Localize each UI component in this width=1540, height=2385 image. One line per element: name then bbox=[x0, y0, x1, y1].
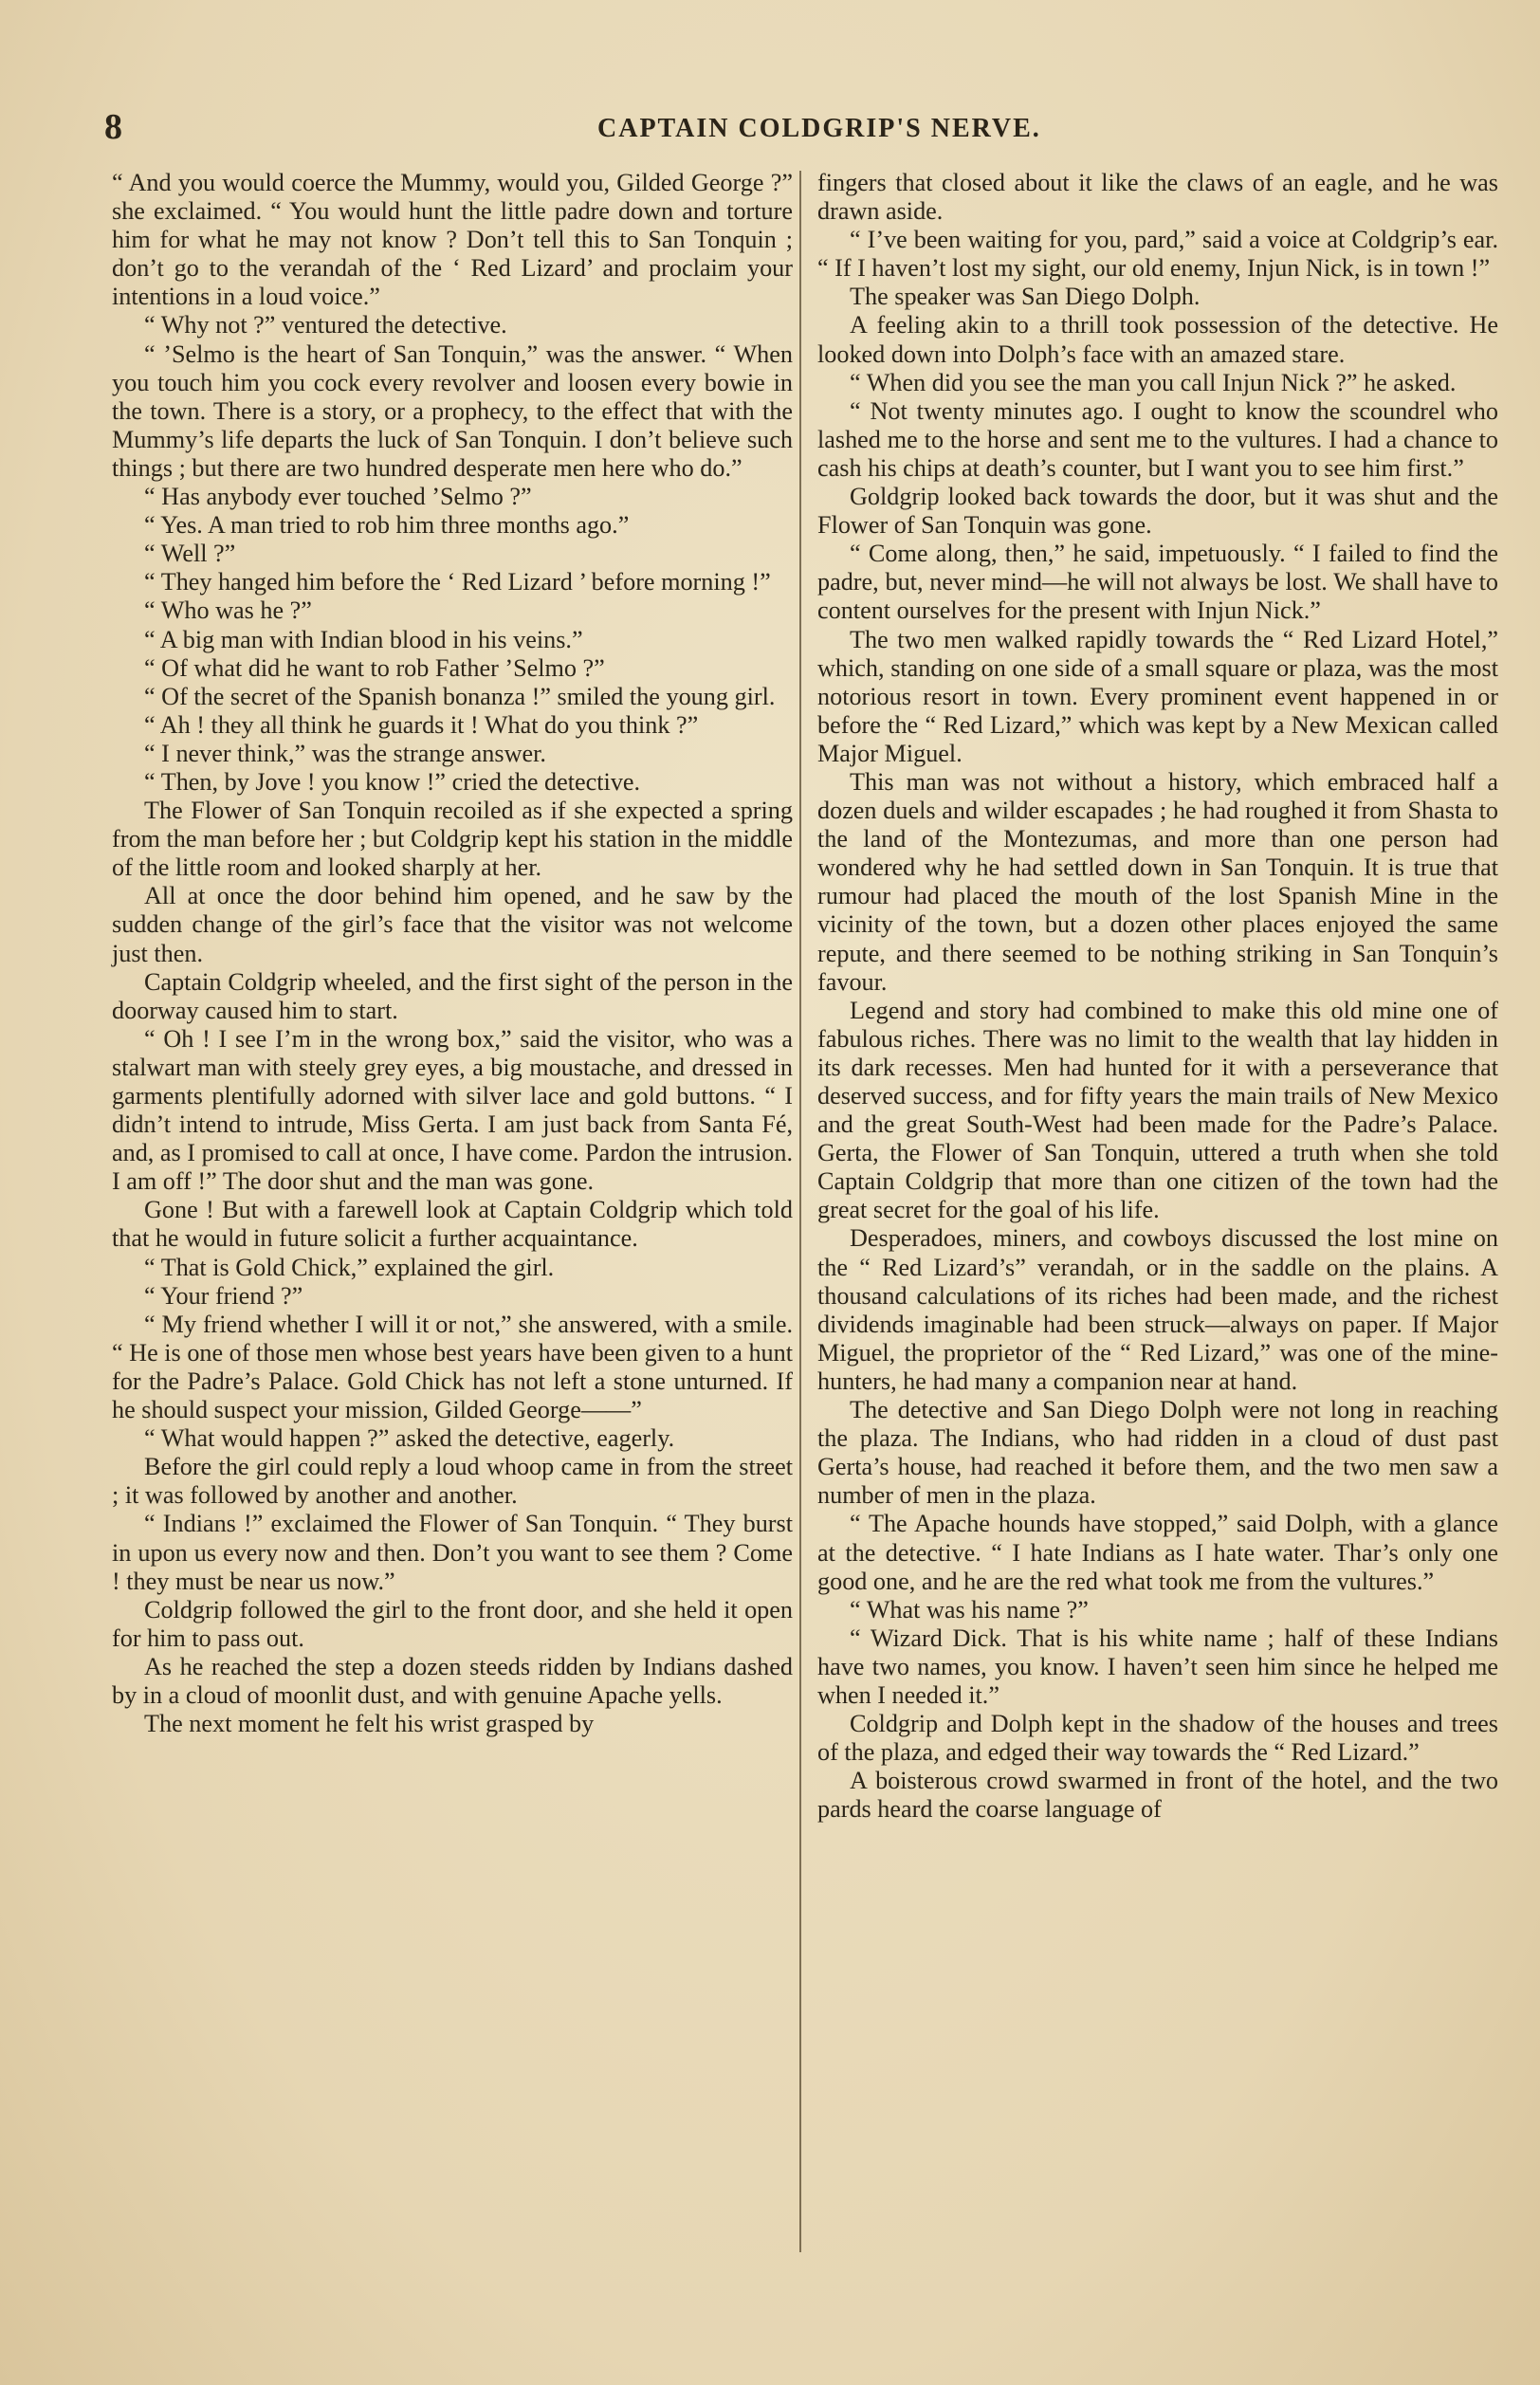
right-column bbox=[817, 169, 1498, 1824]
paragraph: Before the girl could reply a loud whoop came in from the street ; it was followed by another and another. bbox=[112, 1453, 793, 1510]
paragraph: All at once the door behind him opened, and he saw by the sudden change of the girl’s face that the visitor was not welcome just then. bbox=[112, 882, 793, 967]
paragraph: “ Yes. A man tried to rob him three months ago.” bbox=[144, 511, 630, 540]
page-header bbox=[104, 106, 1508, 154]
paragraph: “ What was his name ?” bbox=[850, 1595, 1089, 1624]
paragraph: “ Indians !” exclaimed the Flower of San Tonquin. “ They burst in upon us every now and then. Don’t you want to see them ? Come ! they must be near us now.” bbox=[112, 1510, 793, 1595]
paragraph: The Flower of San Tonquin recoiled as if she expected a spring from the man before her ; but Coldgrip kept his station in the middle of the little room and looked sharply at her. bbox=[112, 797, 793, 882]
paragraph: This man was not without a history, which embraced half a dozen duels and wilder escapades ; he had roughed it from Shasta to the land of the Montezumas, and more than one person had wondered why he had settled down in San Tonquin. It is true that rumour had placed the mouth of the lost Spanish Mine in the vicinity of the town, but a dozen other places enjoyed the same repute, and there seemed to be nothing striking in San Tonquin’s favour. bbox=[817, 767, 1498, 996]
paragraph: “ I never think,” was the strange answer. bbox=[144, 739, 546, 767]
paragraph: The next moment he felt his wrist grasped by bbox=[144, 1710, 595, 1738]
paragraph: Gone ! But with a farewell look at Captain Coldgrip which told that he would in future solicit a further acquaintance. bbox=[112, 1196, 793, 1253]
page-number: 8 bbox=[104, 107, 122, 147]
paragraph: As he reached the step a dozen steeds ridden by Indians dashed by in a cloud of moonlit dust, and with genuine Apache yells. bbox=[112, 1652, 793, 1709]
paragraph: Coldgrip and Dolph kept in the shadow of the houses and trees of the plaza, and edged their way towards the “ Red Lizard.” bbox=[817, 1710, 1498, 1767]
paragraph: “ Has anybody ever touched ’Selmo ?” bbox=[144, 483, 532, 511]
paragraph: The detective and San Diego Dolph were not long in reaching the plaza. The Indians, who had ridden in a cloud of dust past Gerta’s house, had reached it before them, and the two men saw a number of men in the plaza. bbox=[817, 1396, 1498, 1510]
paragraph: “ Oh ! I see I’m in the wrong box,” said the visitor, who was a stalwart man with steely grey eyes, a big moustache, and dressed in garments plentifully adorned with silver lace and gold buttons. “ I didn’t intend to intrude, Miss Gerta. I am just back from Santa Fé, and, as I promised to call at once, I have come. Pardon the intrusion. I am off !” The door shut and the man was gone. bbox=[112, 1024, 793, 1196]
paragraph: The speaker was San Diego Dolph. bbox=[850, 283, 1201, 311]
column-divider bbox=[799, 171, 801, 2252]
paragraph: “ That is Gold Chick,” explained the girl. bbox=[144, 1253, 555, 1281]
paragraph: Goldgrip looked back towards the door, but it was shut and the Flower of San Tonquin was gone. bbox=[817, 483, 1498, 540]
paragraph: “ And you would coerce the Mummy, would you, Gilded George ?” she exclaimed. “ You would hunt the little padre down and torture him for what he may not know ? Don’t tell this to San Tonquin ; don’t go to the verandah of the ‘ Red Lizard’ and proclaim your intentions in a loud voice.” bbox=[112, 169, 793, 311]
paragraph: “ A big man with Indian blood in his veins.” bbox=[144, 625, 583, 653]
paragraph: “ I’ve been waiting for you, pard,” said a voice at Coldgrip’s ear. “ If I haven’t lost my sight, our old enemy, Injun Nick, is in town !” bbox=[817, 226, 1498, 283]
paragraph: “ Ah ! they all think he guards it ! What do you think ?” bbox=[144, 710, 699, 739]
paragraph: “ Of the secret of the Spanish bonanza !” smiled the young girl. bbox=[144, 682, 776, 710]
paragraph: “ They hanged him before the ‘ Red Lizard ’ before morning !” bbox=[144, 568, 771, 596]
paragraph: “ Well ?” bbox=[144, 540, 236, 568]
paragraph: Legend and story had combined to make this old mine one of fabulous riches. There was no limit to the wealth that lay hidden in its dark recesses. Men had hunted for it with a perseverance that deserved success, and for fifty years the main trails of New Mexico and the great South-West had been made for the Padre’s Palace. Gerta, the Flower of San Tonquin, uttered a truth when she told Captain Coldgrip that more than one citizen of the town had the great secret for the goal of his life. bbox=[817, 996, 1498, 1224]
paragraph: Desperadoes, miners, and cowboys discussed the lost mine on the “ Red Lizard’s” verandah, or in the saddle on the plains. A thousand calculations of its riches had been made, and the richest dividends imaginable had been struck—always on paper. If Major Miguel, the proprietor of the “ Red Lizard,” was one of the mine-hunters, he had many a companion near at hand. bbox=[817, 1224, 1498, 1395]
paragraph: The two men walked rapidly towards the “ Red Lizard Hotel,” which, standing on one side of a small square or plaza, was the most notorious resort in town. Every prominent event happened in or before the “ Red Lizard,” which was kept by a New Mexican called Major Miguel. bbox=[817, 625, 1498, 767]
paragraph: “ Wizard Dick. That is his white name ; half of these Indians have two names, you know. I haven’t seen him since he helped me when I needed it.” bbox=[817, 1624, 1498, 1709]
left-column bbox=[112, 169, 793, 1738]
paragraph: “ Come along, then,” he said, impetuously. “ I failed to find the padre, but, never mind—he will not always be lost. We shall have to content ourselves for the present with Injun Nick.” bbox=[817, 540, 1498, 625]
paragraph: Captain Coldgrip wheeled, and the first sight of the person in the doorway caused him to start. bbox=[112, 967, 793, 1024]
paragraph: “ Your friend ?” bbox=[144, 1281, 303, 1310]
paragraph: “ My friend whether I will it or not,” she answered, with a smile. “ He is one of those men whose best years have been given to a hunt for the Padre’s Palace. Gold Chick has not left a stone unturned. If he should suspect your mission, Gilded George——” bbox=[112, 1310, 793, 1424]
paragraph: A feeling akin to a thrill took possession of the detective. He looked down into Dolph’s face with an amazed stare. bbox=[817, 311, 1498, 368]
paragraph: “ The Apache hounds have stopped,” said Dolph, with a glance at the detective. “ I hate Indians as I hate water. Thar’s only one good one, and he are the red what took me from the vultures.” bbox=[817, 1510, 1498, 1595]
paragraph: A boisterous crowd swarmed in front of the hotel, and the two pards heard the coarse language of bbox=[817, 1767, 1498, 1824]
paragraph: “ Not twenty minutes ago. I ought to know the scoundrel who lashed me to the horse and sent me to the vultures. I had a chance to cash his chips at death’s counter, but I want you to see him first.” bbox=[817, 396, 1498, 482]
paragraph: “ What would happen ?” asked the detective, eagerly. bbox=[144, 1424, 675, 1453]
paragraph: Coldgrip followed the girl to the front door, and she held it open for him to pass out. bbox=[112, 1595, 793, 1652]
paragraph: “ Then, by Jove ! you know !” cried the detective. bbox=[144, 767, 641, 796]
paragraph: “ ’Selmo is the heart of San Tonquin,” was the answer. “ When you touch him you cock every revolver and loosen every bowie in the town. There is a story, or a prophecy, to the effect that with the Mummy’s life departs the luck of San Tonquin. I don’t believe such things ; but there are two hundred desperate men here who do.” bbox=[112, 339, 793, 482]
paragraph: fingers that closed about it like the claws of an eagle, and he was drawn aside. bbox=[817, 169, 1498, 226]
paragraph: “ Who was he ?” bbox=[144, 596, 312, 625]
paragraph: “ Of what did he want to rob Father ’Selmo ?” bbox=[144, 653, 605, 682]
paragraph: “ When did you see the man you call Injun Nick ?” he asked. bbox=[850, 368, 1457, 396]
paragraph: “ Why not ?” ventured the detective. bbox=[144, 311, 507, 339]
running-head: CAPTAIN COLDGRIP'S NERVE. bbox=[597, 114, 1041, 143]
